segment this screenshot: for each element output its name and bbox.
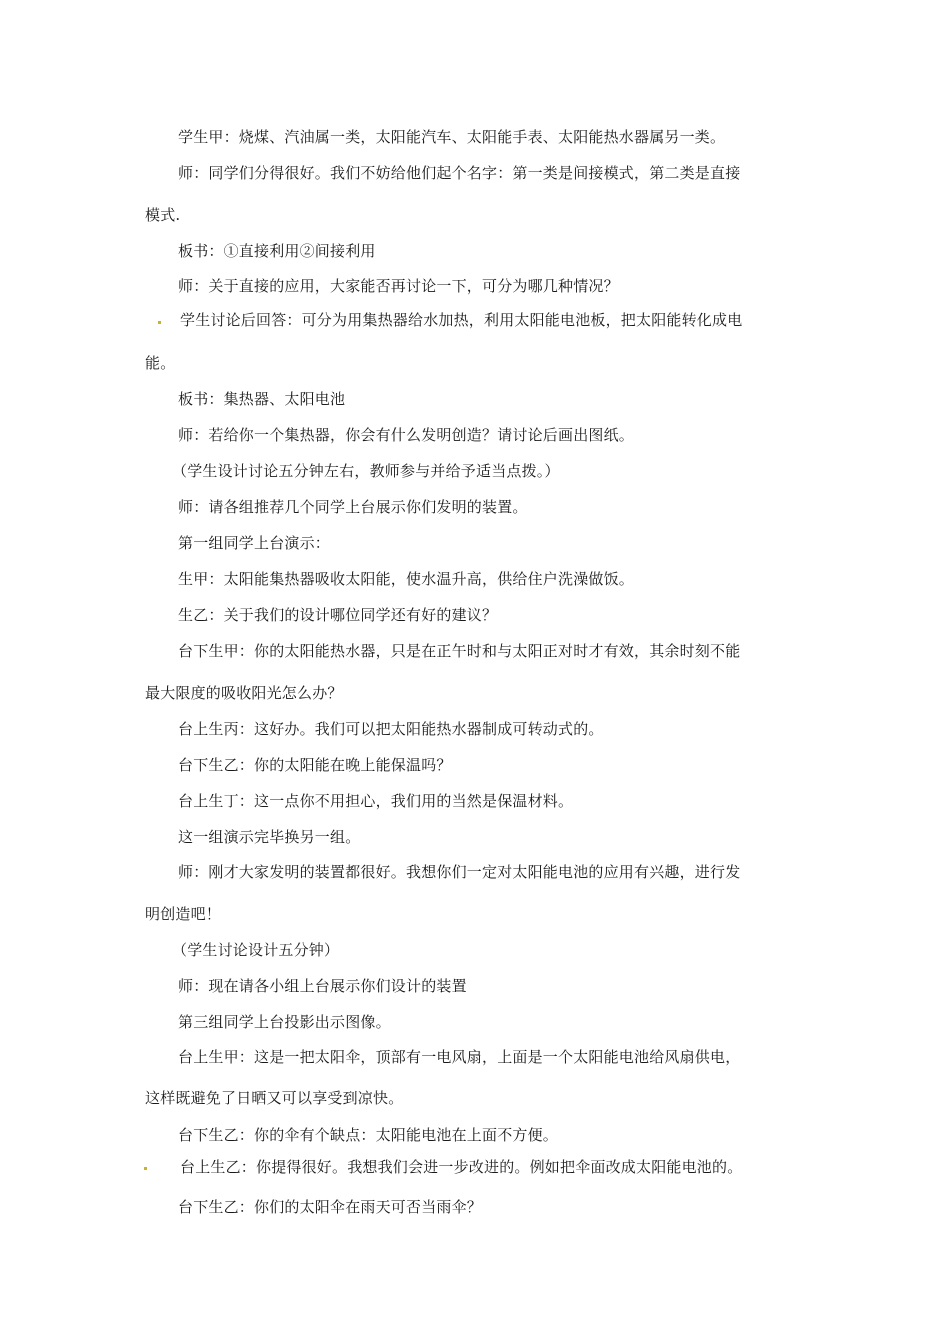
paragraph-line: 台上生丁：这一点你不用担心，我们用的当然是保温材料。 [178,792,574,810]
paragraph-line: 师：同学们分得很好。我们不妨给他们起个名字：第一类是间接模式，第二类是直接 [178,164,741,182]
paragraph-line: 板书：①直接利用②间接利用 [178,242,376,260]
paragraph-line: 这样既避免了日晒又可以享受到凉快。 [145,1089,404,1107]
paragraph-line: （学生设计讨论五分钟左右，教师参与并给予适当点拨。） [172,462,560,480]
paragraph-line: 学生讨论后回答：可分为用集热器给水加热，利用太阳能电池板，把太阳能转化成电 [180,311,743,329]
paragraph-line: 这一组演示完毕换另一组。 [178,828,361,846]
paragraph-line: 台下生乙：你们的太阳伞在雨天可否当雨伞？ [178,1198,483,1216]
paragraph-line: 台下生乙：你的太阳能在晚上能保温吗？ [178,756,452,774]
paragraph-line: 台上生甲：这是一把太阳伞，顶部有一电风扇，上面是一个太阳能电池给风扇供电， [178,1048,741,1066]
paragraph-line: 最大限度的吸收阳光怎么办？ [145,684,343,702]
decorative-dot [144,1167,147,1170]
paragraph-line: 师：请各组推荐几个同学上台展示你们发明的装置。 [178,498,528,516]
paragraph-line: 第一组同学上台演示： [178,534,331,552]
paragraph-line: 生乙：关于我们的设计哪位同学还有好的建议？ [178,606,498,624]
paragraph-line: 师：关于直接的应用，大家能否再讨论一下，可分为哪几种情况？ [178,277,619,295]
paragraph-line: 师：刚才大家发明的装置都很好。我想你们一定对太阳能电池的应用有兴趣，进行发 [178,863,741,881]
paragraph-line: 板书：集热器、太阳电池 [178,390,346,408]
paragraph-line: 生甲：太阳能集热器吸收太阳能，使水温升高，供给住户洗澡做饭。 [178,570,635,588]
paragraph-line: 台下生乙：你的伞有个缺点：太阳能电池在上面不方便。 [178,1126,559,1144]
paragraph-line: 学生甲：烧煤、汽油属一类，太阳能汽车、太阳能手表、太阳能热水器属另一类。 [178,128,726,146]
paragraph-line: 台上生乙：你提得很好。我想我们会进一步改进的。例如把伞面改成太阳能电池的。 [180,1158,743,1176]
paragraph-line: 明创造吧！ [145,905,222,923]
paragraph-line: 师：现在请各小组上台展示你们设计的装置 [178,977,467,995]
paragraph-line: （学生讨论设计五分钟） [172,941,340,959]
paragraph-line: 模式. [145,206,181,224]
decorative-dot [158,321,161,324]
paragraph-line: 师：若给你一个集热器，你会有什么发明创造？请讨论后画出图纸。 [178,426,635,444]
paragraph-line: 台上生丙：这好办。我们可以把太阳能热水器制成可转动式的。 [178,720,604,738]
paragraph-line: 第三组同学上台投影出示图像。 [178,1013,391,1031]
paragraph-line: 台下生甲：你的太阳能热水器，只是在正午时和与太阳正对时才有效，其余时刻不能 [178,642,741,660]
paragraph-line: 能。 [145,354,176,372]
